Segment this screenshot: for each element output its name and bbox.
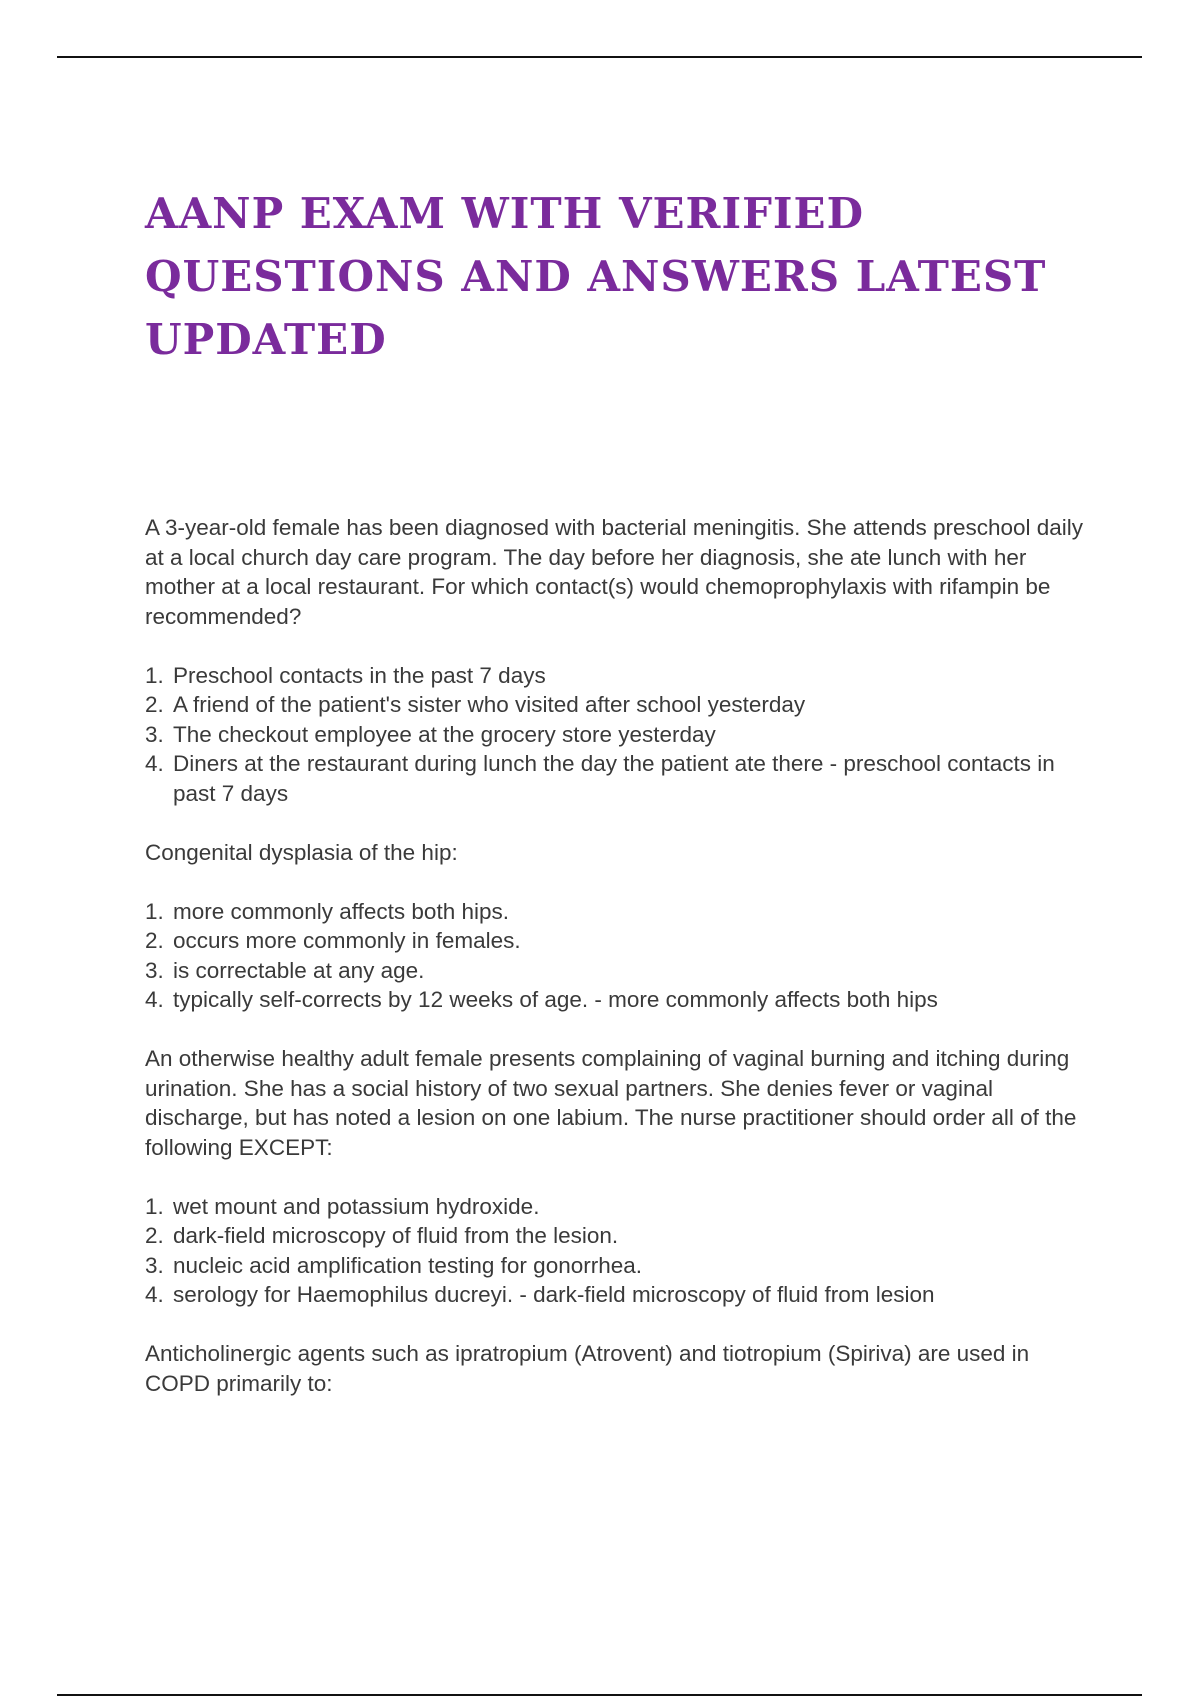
option-text: more commonly affects both hips. (173, 898, 509, 924)
option-number: 4. (145, 751, 164, 776)
answer-option (145, 1280, 1085, 1310)
answer-options (145, 661, 1085, 809)
option-number: 3. (145, 1252, 164, 1278)
question-text: A 3-year-old female has been diagnosed with bacterial meningitis. She attends preschool daily at a local church day care program. The day before her diagnosis, she ate lunch with her mother at a local restaurant. For which contact(s) would chemoprophylaxis with rifampin be recommended? (145, 515, 1084, 629)
question-1 (145, 513, 1085, 808)
option-text: A friend of the patient's sister who visited after school yesterday (173, 692, 806, 717)
option-text: Diners at the restaurant during lunch the day the patient ate there - preschool contacts in past 7 days (173, 751, 1055, 806)
option-number: 2. (145, 928, 164, 953)
answer-options (145, 897, 1085, 1015)
option-number: 3. (145, 957, 164, 983)
document-body (145, 513, 1085, 1428)
answer-option (145, 926, 1085, 956)
option-text: The checkout employee at the grocery store yesterday (173, 721, 716, 747)
option-number: 3. (145, 721, 164, 747)
answer-option (145, 1192, 1085, 1222)
answer-option (145, 661, 1085, 691)
option-text: dark-field microscopy of fluid from the lesion. (173, 1223, 619, 1248)
answer-option (145, 956, 1085, 986)
answer-options (145, 1192, 1085, 1310)
answer-option (145, 985, 1085, 1015)
answer-option (145, 897, 1085, 927)
question-text: Anticholinergic agents such as ipratropium (Atrovent) and tiotropium (Spiriva) are used in COPD primarily to: (145, 1341, 1030, 1396)
answer-option (145, 690, 1085, 720)
option-text: occurs more commonly in females. (173, 928, 521, 953)
option-number: 1. (145, 898, 164, 924)
question-2 (145, 838, 1085, 1015)
question-3 (145, 1044, 1085, 1310)
option-text: serology for Haemophilus ducreyi. - dark-field microscopy of fluid from lesion (173, 1282, 935, 1307)
question-4 (145, 1339, 1085, 1398)
document-title: AANP EXAM WITH VERIFIED QUESTIONS AND ANSWERS LATEST UPDATED (145, 189, 1047, 364)
option-number: 4. (145, 1282, 164, 1307)
option-number: 1. (145, 1193, 164, 1219)
option-number: 2. (145, 1223, 164, 1248)
option-text: Preschool contacts in the past 7 days (173, 662, 546, 688)
answer-option (145, 749, 1085, 808)
option-number: 2. (145, 692, 164, 717)
answer-option (145, 1251, 1085, 1281)
question-text: An otherwise healthy adult female presents complaining of vaginal burning and itching during urination. She has a social history of two sexual partners. She denies fever or vaginal discharge, but has noted a lesion on one labium. The nurse practitioner should order all of the following EXCEPT: (145, 1046, 1077, 1160)
answer-option (145, 720, 1085, 750)
option-text: typically self-corrects by 12 weeks of age. - more commonly affects both hips (173, 987, 938, 1012)
option-number: 4. (145, 987, 164, 1012)
question-text: Congenital dysplasia of the hip: (145, 839, 458, 865)
option-text: wet mount and potassium hydroxide. (173, 1193, 540, 1219)
option-number: 1. (145, 662, 164, 688)
footer-rule (57, 1694, 1142, 1696)
answer-option (145, 1221, 1085, 1251)
option-text: nucleic acid amplification testing for gonorrhea. (173, 1252, 643, 1278)
header-rule (57, 56, 1142, 58)
option-text: is correctable at any age. (173, 957, 425, 983)
